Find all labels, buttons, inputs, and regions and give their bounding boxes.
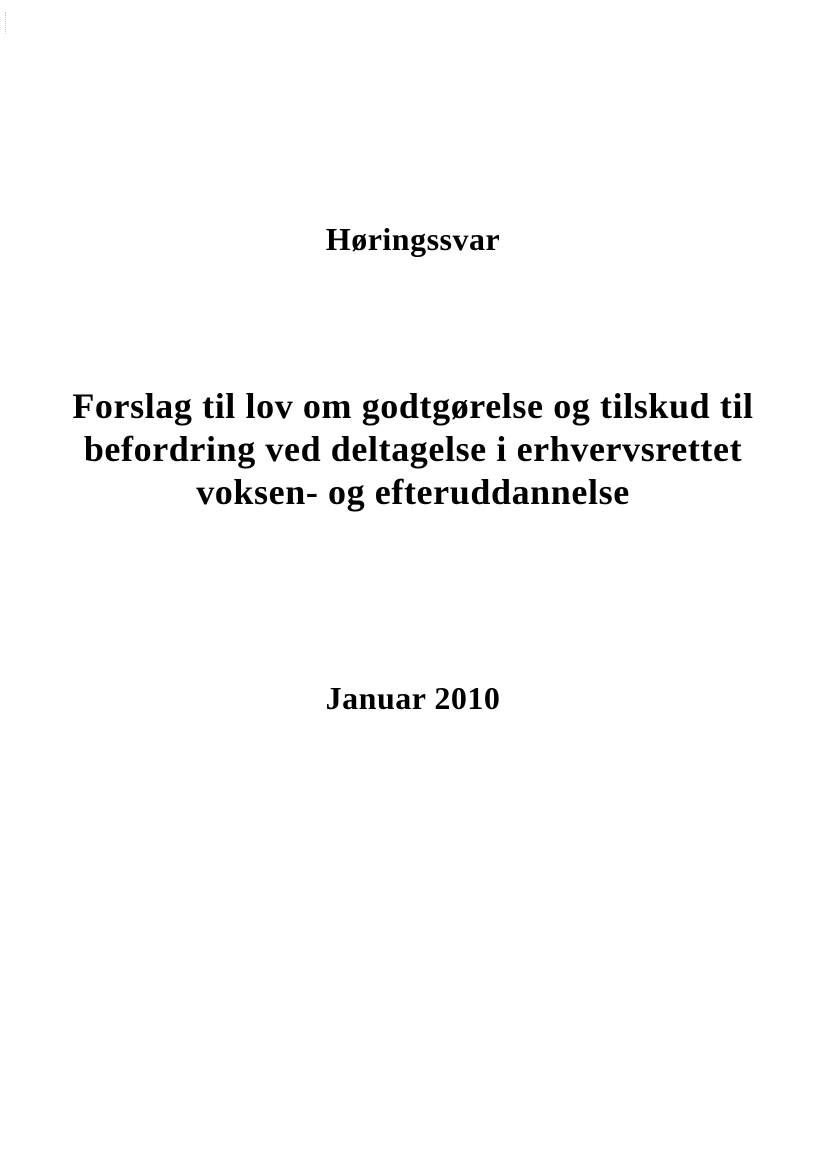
- title-line-3: voksen- og efteruddannelse: [196, 472, 630, 512]
- title-line-1: Forslag til lov om godtgørelse og tilskud til: [72, 386, 754, 426]
- document-heading: Høringssvar: [325, 221, 501, 257]
- title-line-2: befordring ved deltagelse i erhvervsrettet: [83, 429, 743, 469]
- document-title: [0, 385, 826, 514]
- document-date: Januar 2010: [325, 680, 501, 716]
- scan-artifact: [5, 12, 8, 34]
